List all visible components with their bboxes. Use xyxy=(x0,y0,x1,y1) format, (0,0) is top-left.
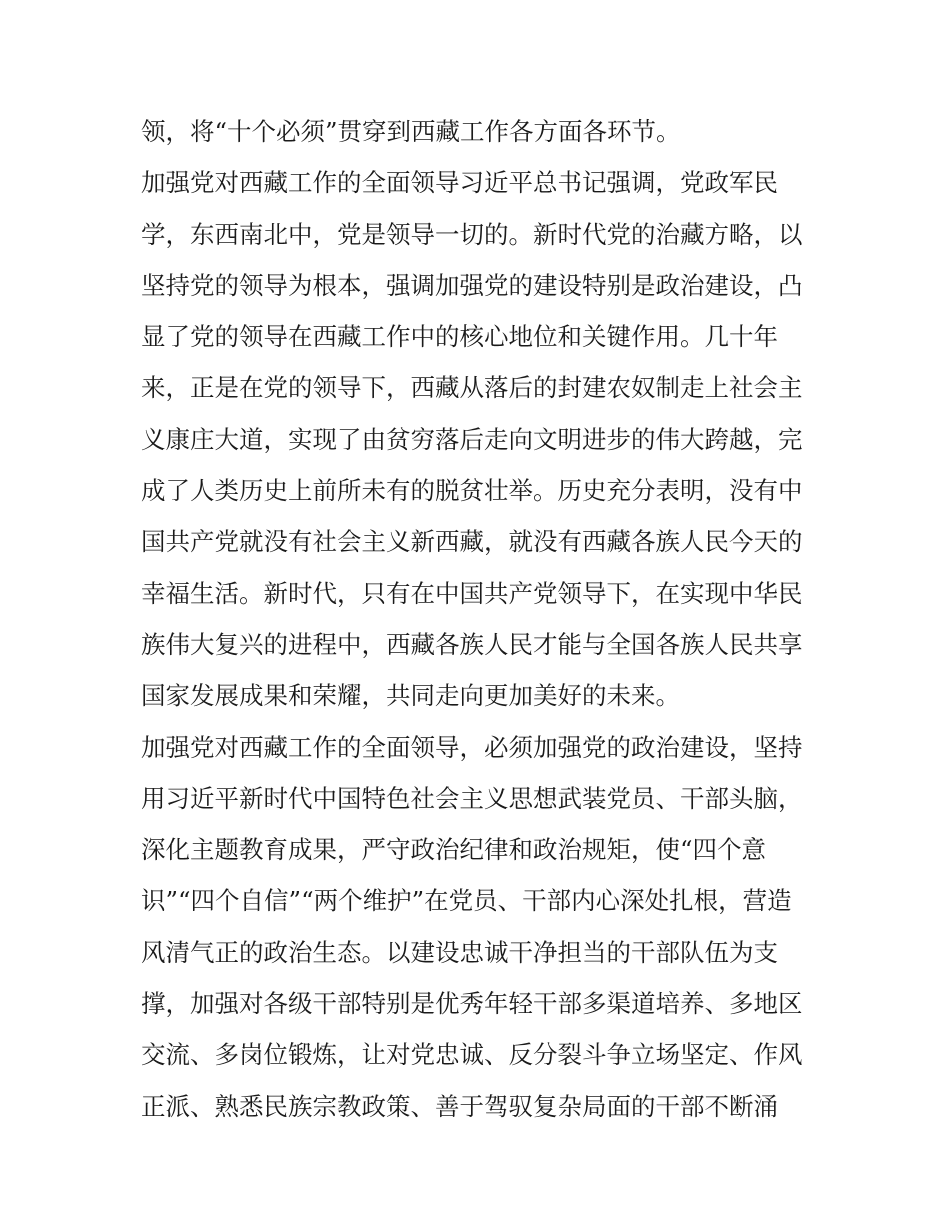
document-body xyxy=(141,106,821,1132)
text-line: 风清气正的政治生态。以建设忠诚干净担当的干部队伍为支 xyxy=(141,937,778,967)
text-line: 族伟大复兴的进程中，西藏各族人民才能与全国各族人民共享 xyxy=(141,629,803,659)
text-line: 成了人类历史上前所未有的脱贫壮举。历史充分表明，没有中 xyxy=(141,476,803,506)
text-line: 交流、多岗位锻炼，让对党忠诚、反分裂斗争立场坚定、作风 xyxy=(141,1040,803,1070)
text-line: 用习近平新时代中国特色社会主义思想武装党员、干部头脑， xyxy=(141,783,803,813)
text-line: 正派、熟悉民族宗教政策、善于驾驭复杂局面的干部不断涌 xyxy=(141,1091,778,1121)
text-line: 学，东西南北中，党是领导一切的。新时代党的治藏方略，以 xyxy=(141,219,803,249)
text-line: 加强党对西藏工作的全面领导习近平总书记强调，党政军民 xyxy=(141,168,778,198)
text-line: 幸福生活。新时代，只有在中国共产党领导下，在实现中华民 xyxy=(141,578,803,608)
text-line: 撑，加强对各级干部特别是优秀年轻干部多渠道培养、多地区 xyxy=(141,989,803,1019)
text-line: 显了党的领导在西藏工作中的核心地位和关键作用。几十年 xyxy=(141,322,778,352)
text-line: 深化主题教育成果，严守政治纪律和政治规矩，使“四个意 xyxy=(141,835,767,865)
text-line: 来，正是在党的领导下，西藏从落后的封建农奴制走上社会主 xyxy=(141,373,803,403)
text-line: 领，将“十个必须”贯穿到西藏工作各方面各环节。 xyxy=(141,117,681,146)
text-line: 国共产党就没有社会主义新西藏，就没有西藏各族人民今天的 xyxy=(141,527,803,557)
text-line: 坚持党的领导为根本，强调加强党的建设特别是政治建设，凸 xyxy=(141,270,803,300)
text-line: 识”“四个自信”“两个维护”在党员、干部内心深处扎根，营造 xyxy=(141,886,792,916)
text-line: 国家发展成果和荣耀，共同走向更加美好的未来。 xyxy=(141,681,680,711)
text-line: 加强党对西藏工作的全面领导，必须加强党的政治建设，坚持 xyxy=(141,732,803,762)
text-line: 义康庄大道，实现了由贫穷落后走向文明进步的伟大跨越，完 xyxy=(141,424,803,454)
